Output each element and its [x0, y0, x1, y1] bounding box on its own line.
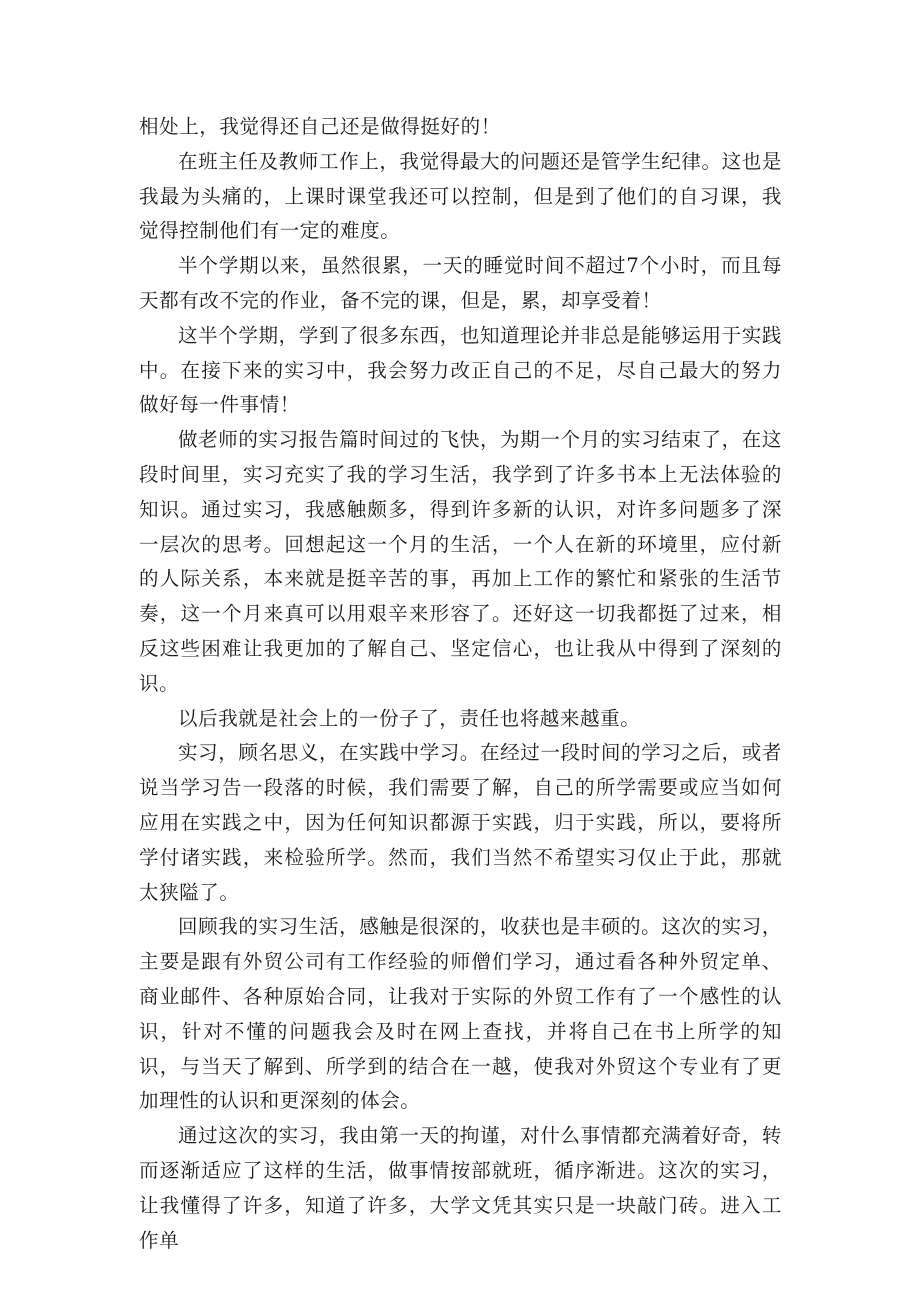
- paragraph-9: 通过这次的实习，我由第一天的拘谨，对什么事情都充满着好奇，转而逐渐适应了这样的生活，做事情按部就班，循序渐进。这次的实习，让我懂得了许多，知道了许多，大学文凭其实只是一块敲门砖。进入工作单: [139, 1124, 782, 1252]
- paragraph-3: 半个学期以来，虽然很累，一天的睡觉时间不超过7个小时，而且每天都有改不完的作业，备不完的课，但是，累，却享受着！: [139, 254, 782, 312]
- paragraph-5: 做老师的实习报告篇时间过的飞快，为期一个月的实习结束了，在这段时间里，实习充实了我的学习生活，我学到了许多书本上无法体验的知识。通过实习，我感触颇多，得到许多新的认识，对许多问题多了深一层次的思考。回想起这一个月的生活，一个人在新的环境里，应付新的人际关系，本来就是挺辛苦的事，再加上工作的繁忙和紧张的生活节奏，这一个月来真可以用艰辛来形容了。还好这一切我都挺了过来，相反这些困难让我更加的了解自己、坚定信心，也让我从中得到了深刻的识。: [139, 428, 782, 695]
- paragraph-6: 以后我就是社会上的一份子了，责任也将越来越重。: [178, 706, 641, 730]
- document-body: [139, 110, 782, 1258]
- paragraph-1: 相处上，我觉得还自己还是做得挺好的！: [139, 115, 501, 138]
- paragraph-4: 这半个学期，学到了很多东西，也知道理论并非总是能够运用于实践中。在接下来的实习中，我会努力改正自己的不足，尽自己最大的努力做好每一件事情！: [139, 323, 782, 417]
- paragraph-2: 在班主任及教师工作上，我觉得最大的问题还是管学生纪律。这也是我最为头痛的，上课时课堂我还可以控制，但是到了他们的自习课，我觉得控制他们有一定的难度。: [139, 149, 782, 243]
- paragraph-7: 实习，顾名思义，在实践中学习。在经过一段时间的学习之后，或者说当学习告一段落的时候，我们需要了解，自己的所学需要或应当如何应用在实践之中，因为任何知识都源于实践，归于实践，所以，要将所学付诸实践，来检验所学。然而，我们当然不希望实习仅止于此，那就太狭隘了。: [139, 741, 782, 904]
- paragraph-8: 回顾我的实习生活，感触是很深的，收获也是丰硕的。这次的实习，主要是跟有外贸公司有工作经验的师僧们学习，通过看各种外贸定单、商业邮件、各种原始合同，让我对于实际的外贸工作有了一个感性的认识，针对不懂的问题我会及时在网上查找，并将自己在书上所学的知识，与当天了解到、所学到的结合在一越，使我对外贸这个专业有了更加理性的认识和更深刻的体会。: [139, 915, 782, 1113]
